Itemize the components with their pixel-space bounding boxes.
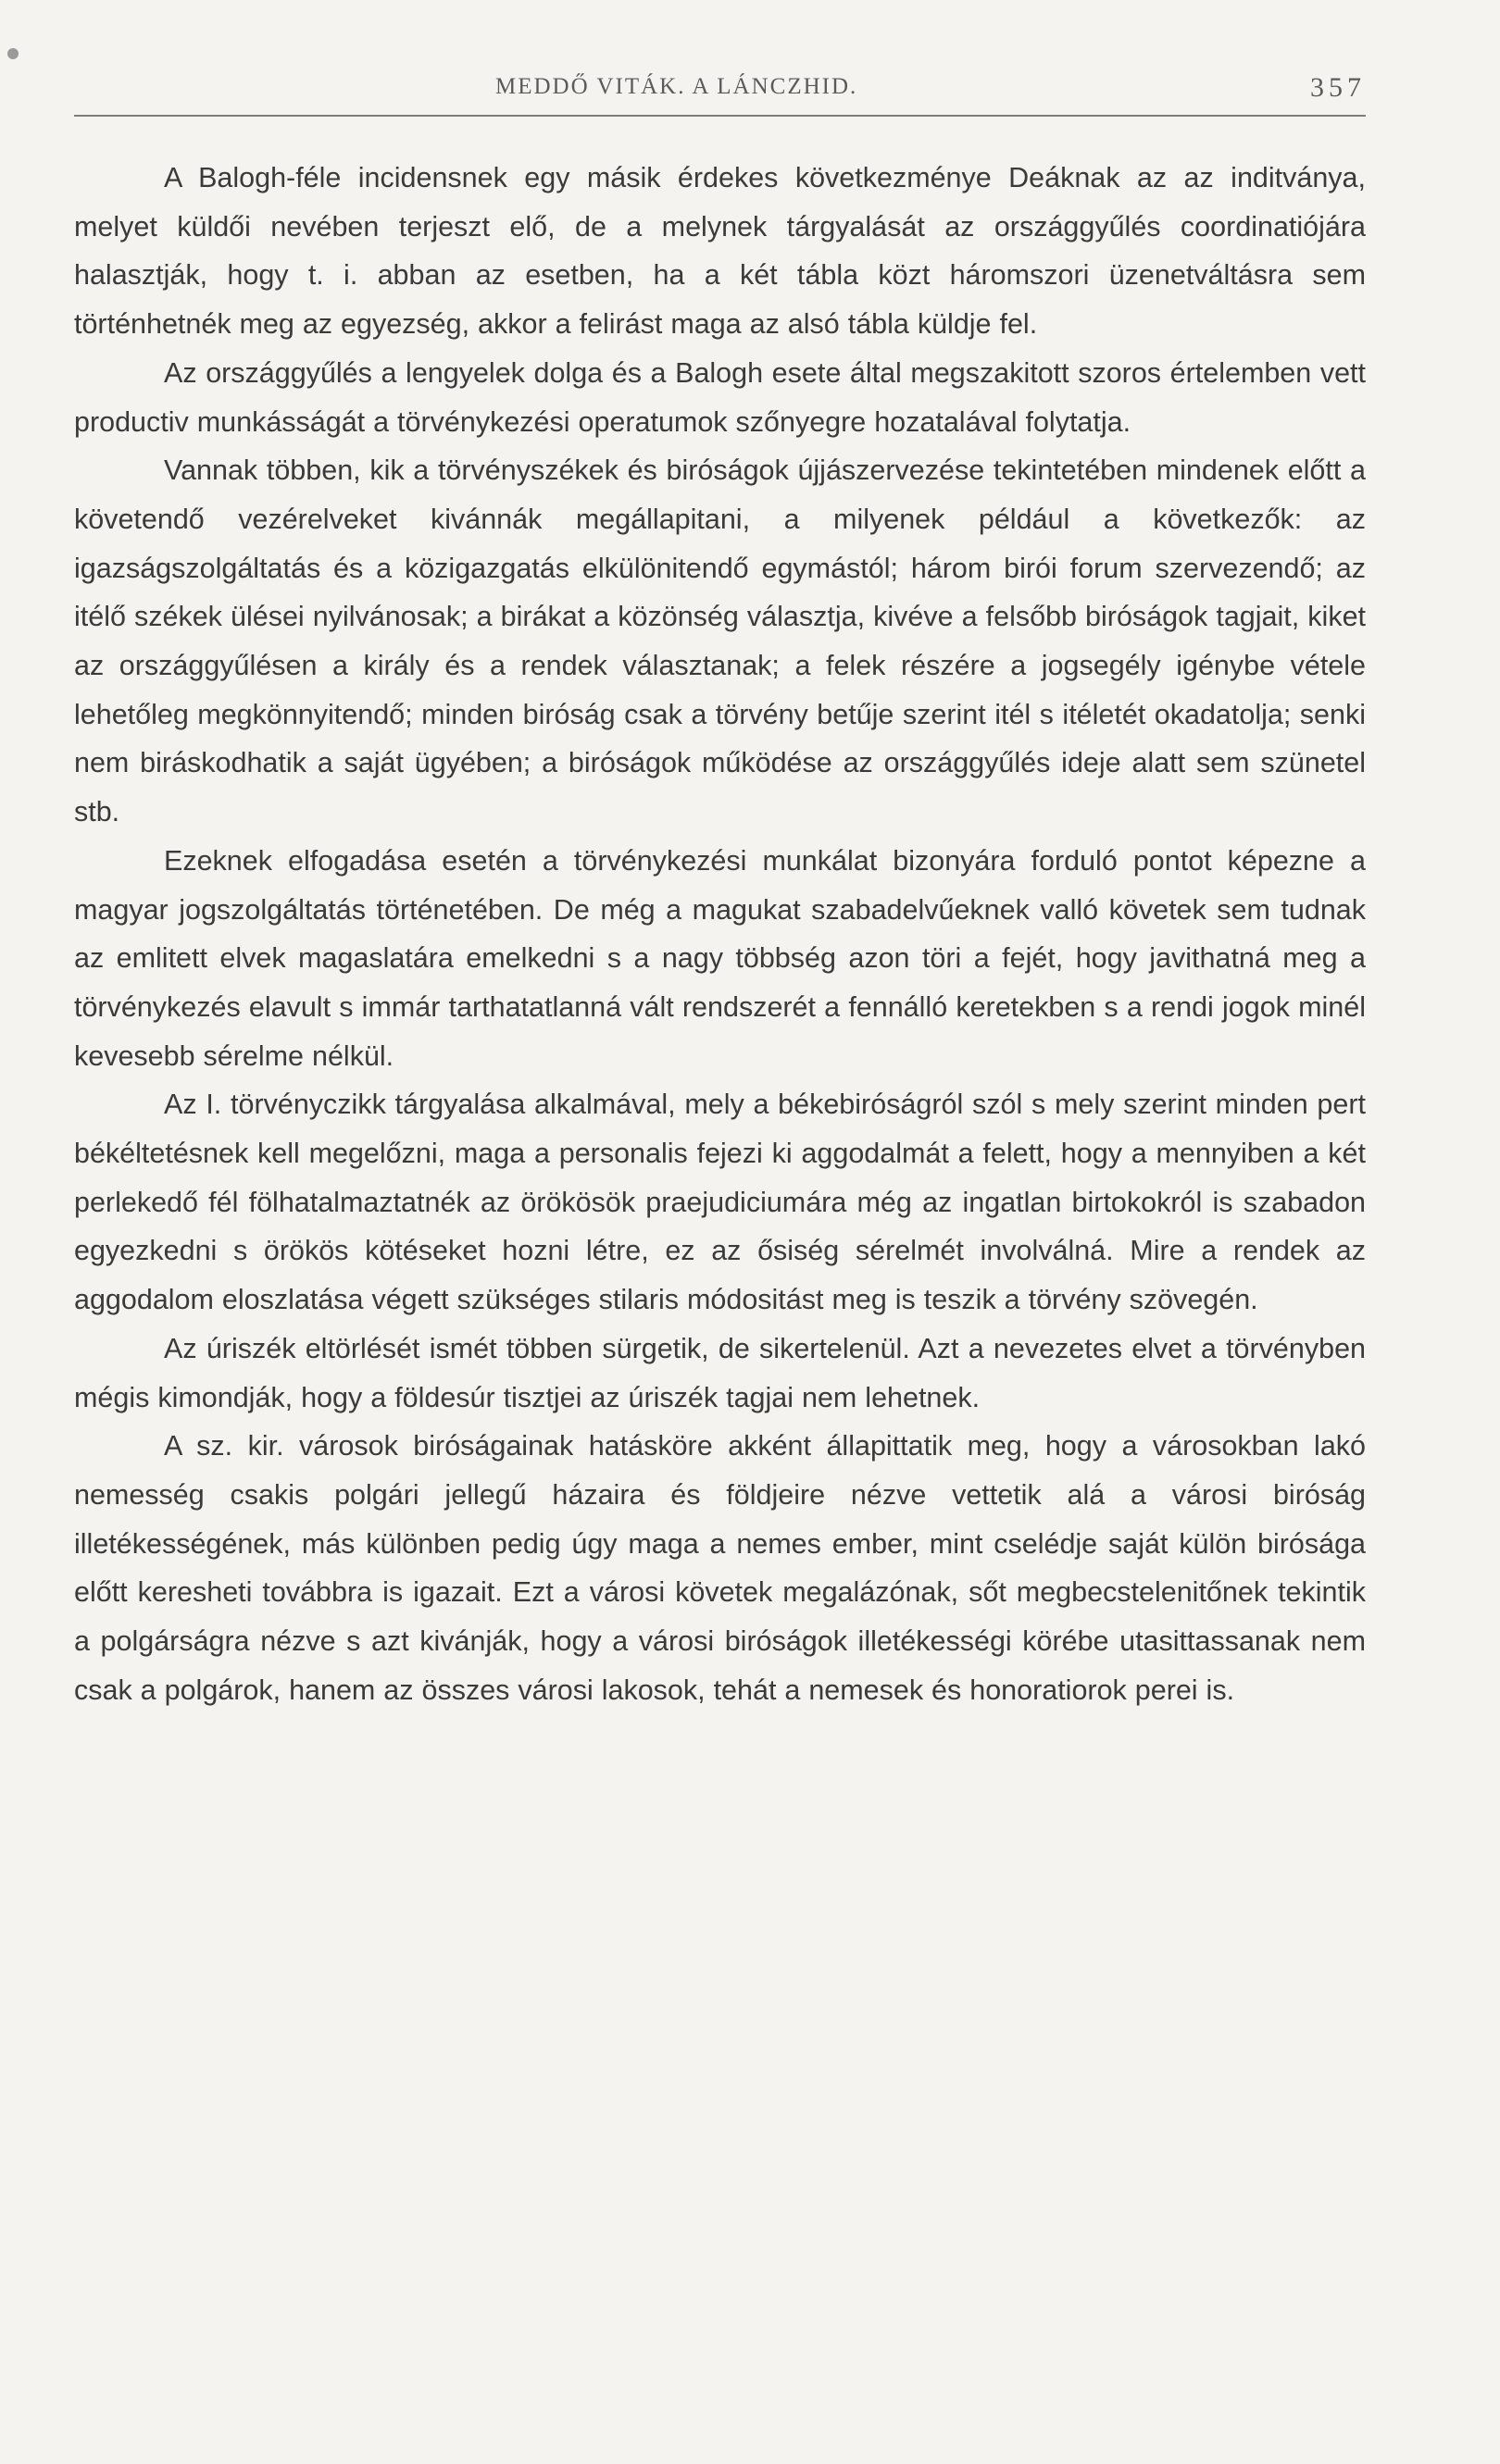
paragraph: Az úriszék eltörlését ismét többen sürgetik, de sikertelenül. Azt a nevezetes elvet a törvényben mégis kimondják, hogy a földesúr tisztjei az úriszék tagjai nem lehetnek. <box>74 1332 1366 1413</box>
paragraph: A Balogh-féle incidensnek egy másik érdekes következménye Deáknak az az inditványa, melyet küldői nevében terjeszt elő, de a melynek tárgyalását az országgyűlés coordinatiójára halasztják, hogy t. i. abban az esetben, ha a két tábla közt háromszori üzenetváltásra sem történhetnék meg az egyezség, akkor a felirást maga az alsó tábla küldje fel. <box>74 162 1366 341</box>
page-number: 357 <box>1310 72 1366 103</box>
paragraph: Az I. törvényczikk tárgyalása alkalmával, mely a békebiróságról szól s mely szerint minden pert békéltetésnek kell megelőzni, maga a personalis fejezi ki aggodalmát a felett, hogy a mennyiben a két perlekedő fél fölhatalmaztatnék az örökösök praejudiciumára még az ingatlan birtokokról is szabadon egyezkedni s örökös kötéseket hozni létre, ez az ősiség sérelmét involválná. Mire a rendek az aggodalom eloszlatása végett szükséges stilaris módositást meg is teszik a törvény szövegén. <box>74 1089 1366 1316</box>
page-header <box>74 67 1366 118</box>
paragraph: Ezeknek elfogadása esetén a törvénykezési munkálat bizonyára forduló pontot képezne a magyar jogszolgáltatás történetében. De még a magukat szabadelvűeknek valló követek sem tudnak az emlitett elvek magaslatára emelkedni s a nagy többség azon töri a fejét, hogy javithatná meg a törvénykezés elavult s immár tarthatatlanná vált rendszerét a fennálló keretekben s a rendi jogok minél kevesebb sérelme nélkül. <box>74 844 1366 1072</box>
body-text <box>74 154 1366 1715</box>
paragraph: Az országgyűlés a lengyelek dolga és a Balogh esete által megszakitott szoros értelemben vett productiv munkásságát a törvénykezési operatumok szőnyegre hozatalával folytatja. <box>74 356 1366 438</box>
page-speck <box>7 48 19 59</box>
header-rule <box>74 115 1366 117</box>
paragraph: Vannak többen, kik a törvényszékek és biróságok újjászervezése tekintetében mindenek előtt a követendő vezérelveket kivánnák megállapitani, a milyenek például a következők: az igazságszolgáltatás és a közigazgatás elkülönitendő egymástól; három birói forum szervezendő; az itélő székek ülései nyilvánosak; a birákat a közönség választja, kivéve a felsőbb biróságok tagjait, kiket az országgyűlésen a király és a rendek választanak; a felek részére a jogsegély igénybe vétele lehetőleg megkönnyitendő; minden biróság csak a törvény betűje szerint itél s itéletét okadatolja; senki nem biráskodhatik a saját ügyében; a biróságok működése az országgyűlés ideje alatt sem szünetel stb. <box>74 454 1366 828</box>
running-head: MEDDŐ VITÁK. A LÁNCZHID. <box>495 74 858 99</box>
paragraph: A sz. kir. városok biróságainak hatásköre akként állapittatik meg, hogy a városokban lakó nemesség csakis polgári jellegű házaira és földjeire nézve vettetik alá a városi biróság illetékességének, más különben pedig úgy maga a nemes ember, mint cselédje saját külön birósága előtt keresheti továbbra is igazait. Ezt a városi követek megalázónak, sőt megbecstelenitőnek tekintik a polgárságra nézve s azt kivánják, hogy a városi biróságok illetékességi körébe utasittassanak nem csak a polgárok, hanem az összes városi lakosok, tehát a nemesek és honoratiorok perei is. <box>74 1430 1366 1706</box>
